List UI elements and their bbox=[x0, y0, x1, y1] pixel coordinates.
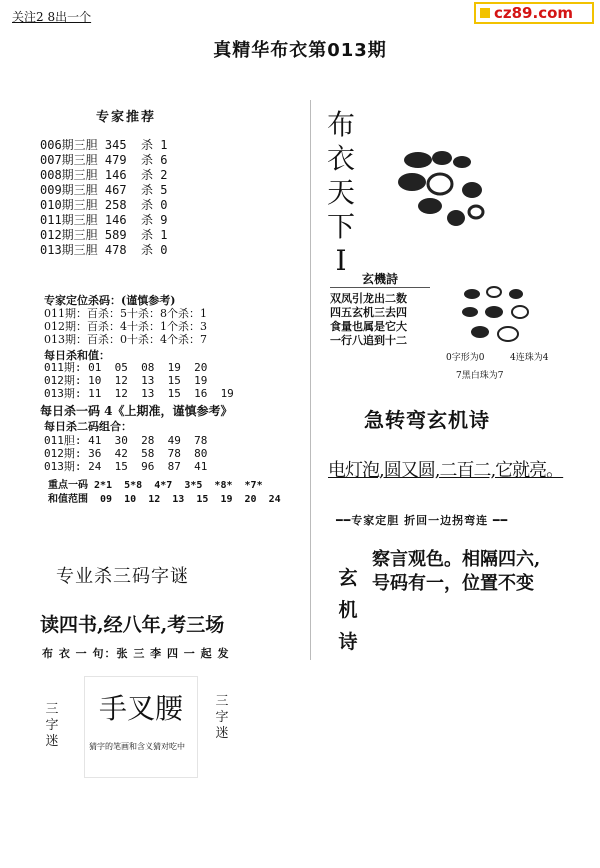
focus-line: 重点一码 2*1 5*8 4*7 3*5 *8* *7* bbox=[48, 480, 263, 491]
myst-poem-line: 食量也属是它大 bbox=[330, 320, 407, 333]
bead-diagram-image bbox=[456, 284, 546, 348]
site-badge[interactable] bbox=[474, 2, 594, 24]
bead-icon bbox=[509, 289, 523, 299]
bead-icon bbox=[428, 174, 452, 194]
kill-pair-row: 011胆: 41 30 28 49 78 bbox=[44, 434, 208, 447]
riddle-left-vertical: 三字迷 bbox=[45, 702, 59, 749]
bead-caption: 0字形为0 bbox=[446, 353, 485, 363]
daily-kill-title: 每日杀和值： bbox=[44, 349, 110, 362]
bead-icon bbox=[418, 198, 442, 214]
expert-row: 009期三胆 467 杀 5 bbox=[40, 183, 168, 197]
bead-icon bbox=[469, 206, 483, 218]
expert-row: 012期三胆 589 杀 1 bbox=[40, 228, 168, 242]
hint-line: 布 衣 一 句：张 三 李 四 一 起 发 bbox=[42, 647, 230, 660]
site-badge-text: cz89.com bbox=[494, 4, 574, 22]
bead-icon bbox=[498, 327, 518, 341]
myst-poem-line: 双凤引龙出二数 bbox=[330, 292, 407, 305]
bead-icon bbox=[453, 156, 471, 168]
daily-kill-row: 012期: 10 12 13 15 19 bbox=[44, 374, 208, 387]
kill-pair-title: 每日杀二码组合： bbox=[44, 420, 132, 433]
riddle-poem-title: 急转弯玄机诗 bbox=[364, 408, 490, 432]
riddle-box-note: 猜字的笔画和含义猜对吃中 bbox=[89, 742, 185, 751]
position-kill-title: 专家定位杀码：(谨慎参考) bbox=[44, 294, 176, 307]
bead-pattern-image bbox=[392, 140, 502, 235]
expert-row: 006期三胆 345 杀 1 bbox=[40, 138, 168, 152]
daily-kill-row: 011期: 01 05 08 19 20 bbox=[44, 361, 208, 374]
bead-icon bbox=[447, 210, 465, 226]
bead-icon bbox=[432, 151, 452, 165]
poem-line: 号码有一，位置不变 bbox=[372, 573, 534, 594]
riddle-box-word: 手叉腰 bbox=[98, 692, 183, 725]
bead-icon bbox=[462, 307, 478, 317]
expert-row: 008期三胆 146 杀 2 bbox=[40, 168, 168, 182]
badge-square-icon bbox=[480, 8, 490, 18]
daily-kill-row: 013期: 11 12 13 15 16 19 bbox=[44, 387, 234, 400]
expert-title: 专家推荐 bbox=[96, 110, 157, 125]
riddle-title: 专业杀三码字谜 bbox=[56, 566, 189, 587]
expert-row: 011期三胆 146 杀 9 bbox=[40, 213, 168, 227]
position-row: 012期：百杀：4十杀：1个杀：3 bbox=[44, 320, 207, 333]
expert-row: 007期三胆 479 杀 6 bbox=[40, 153, 168, 167]
myst-poem-title: 玄機詩 bbox=[330, 270, 430, 288]
vertical-title: 布衣天下I bbox=[326, 108, 355, 277]
expert-hint-line: ━━专家定胆 折回一边拐弯连 ━━ bbox=[336, 514, 509, 527]
poem-vertical-title: 玄机诗 bbox=[338, 567, 358, 653]
page-title: 真精华布衣第013期 bbox=[213, 40, 387, 61]
bead-icon bbox=[485, 306, 503, 318]
follow-note: 关注2 8出一个 bbox=[12, 10, 92, 24]
kill-one-title: 每日杀一码 4《上期准，谨慎参考》 bbox=[40, 404, 233, 418]
bead-icon bbox=[464, 289, 480, 299]
bead-caption: 4连珠为4 bbox=[510, 353, 549, 363]
position-row: 013期：百杀：0十杀：4个杀：7 bbox=[44, 333, 207, 346]
column-divider bbox=[310, 100, 311, 660]
bead-icon bbox=[512, 306, 528, 318]
myst-poem-line: 一行八追到十二 bbox=[330, 334, 407, 347]
bead-icon bbox=[462, 182, 482, 198]
poem-lines bbox=[372, 548, 540, 596]
expert-row: 013期三胆 478 杀 0 bbox=[40, 243, 168, 257]
sum-range-line: 和值范围 09 10 12 13 15 19 20 24 bbox=[48, 494, 281, 505]
bead-icon bbox=[404, 152, 432, 168]
myst-poem-line: 四五玄机三去四 bbox=[330, 306, 407, 319]
kill-pair-row: 012期: 36 42 58 78 80 bbox=[44, 447, 208, 460]
bead-icon bbox=[487, 287, 501, 297]
expert-row: 010期三胆 258 杀 0 bbox=[40, 198, 168, 212]
bead-icon bbox=[471, 326, 489, 338]
riddle-right-vertical: 三字迷 bbox=[215, 694, 229, 741]
riddle-text: 读四书,经八年,考三场 bbox=[40, 614, 225, 636]
poem-line: 察言观色。相隔四六, bbox=[372, 549, 541, 570]
bead-caption: 7黑白珠为7 bbox=[456, 371, 504, 381]
riddle-box bbox=[84, 676, 198, 778]
riddle-poem-line: 电灯泡,圆又圆,二百二,它就亮。 bbox=[328, 460, 564, 481]
kill-pair-row: 013期: 24 15 96 87 41 bbox=[44, 460, 208, 473]
myst-poem-box bbox=[330, 270, 430, 348]
position-row: 011期：百杀：5十杀：8个杀：1 bbox=[44, 307, 207, 320]
bead-icon bbox=[398, 173, 426, 191]
